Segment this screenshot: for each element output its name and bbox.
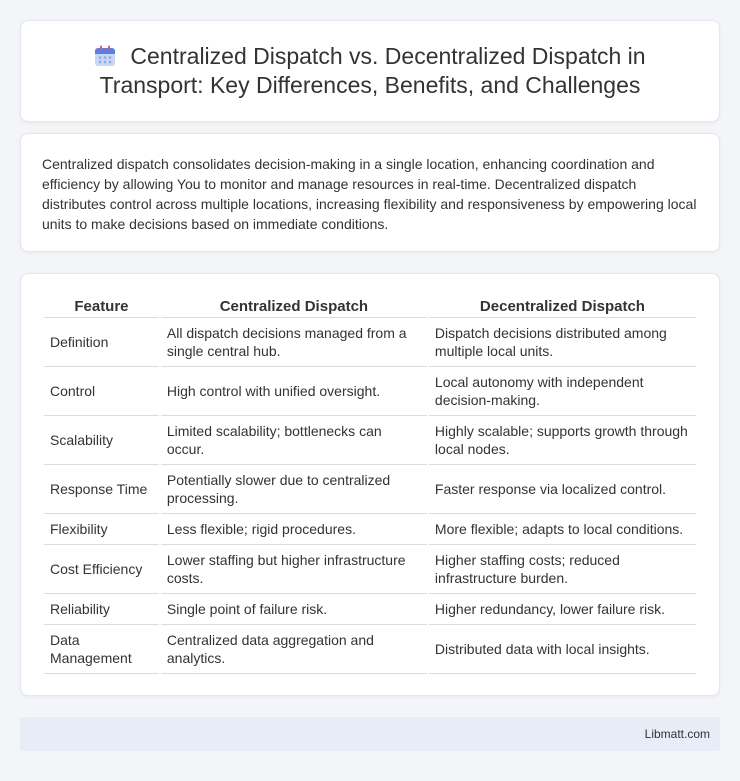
footer-brand-link[interactable]: Libmatt.com xyxy=(644,727,710,741)
header-centralized: Centralized Dispatch xyxy=(161,294,427,318)
centralized-cell: Less flexible; rigid procedures. xyxy=(161,514,427,545)
feature-cell: Reliability xyxy=(44,594,159,625)
footer xyxy=(20,717,720,751)
decentralized-cell: Highly scalable; supports growth through local nodes. xyxy=(429,416,696,465)
centralized-cell: Limited scalability; bottlenecks can occur. xyxy=(161,416,427,465)
comparison-table-card xyxy=(20,273,720,696)
centralized-cell: High control with unified oversight. xyxy=(161,367,427,416)
feature-cell: Control xyxy=(44,367,159,416)
intro-paragraph: Centralized dispatch consolidates decision-making in a single location, enhancing coordination and efficiency by allowing You to monitor and manage resources in real-time. Decentralized dispatch distributes control across multiple locations, increasing flexibility and responsiveness by empowering local units to make decisions based on immediate conditions. xyxy=(42,156,697,232)
centralized-cell: All dispatch decisions managed from a single central hub. xyxy=(161,318,427,367)
feature-cell: Scalability xyxy=(44,416,159,465)
decentralized-cell: Local autonomy with independent decision-making. xyxy=(429,367,696,416)
table-row xyxy=(44,465,696,514)
header-decentralized: Decentralized Dispatch xyxy=(429,294,696,318)
feature-cell: Cost Efficiency xyxy=(44,545,159,594)
table-row xyxy=(44,545,696,594)
decentralized-cell: Faster response via localized control. xyxy=(429,465,696,514)
table-row xyxy=(44,318,696,367)
decentralized-cell: Higher staffing costs; reduced infrastructure burden. xyxy=(429,545,696,594)
intro-card xyxy=(20,133,720,252)
title-card xyxy=(20,20,720,122)
feature-cell: Definition xyxy=(44,318,159,367)
feature-cell: Data Management xyxy=(44,625,159,674)
centralized-cell: Centralized data aggregation and analytics. xyxy=(161,625,427,674)
decentralized-cell: Dispatch decisions distributed among multiple local units. xyxy=(429,318,696,367)
table-header-row xyxy=(44,294,696,318)
table-row xyxy=(44,514,696,545)
centralized-cell: Potentially slower due to centralized processing. xyxy=(161,465,427,514)
title-wrap xyxy=(51,42,689,100)
decentralized-cell: Distributed data with local insights. xyxy=(429,625,696,674)
table-row xyxy=(44,594,696,625)
centralized-cell: Single point of failure risk. xyxy=(161,594,427,625)
table-row xyxy=(44,367,696,416)
table-row xyxy=(44,625,696,674)
feature-cell: Flexibility xyxy=(44,514,159,545)
decentralized-cell: Higher redundancy, lower failure risk. xyxy=(429,594,696,625)
centralized-cell: Lower staffing but higher infrastructure costs. xyxy=(161,545,427,594)
calendar-icon xyxy=(94,45,116,67)
feature-cell: Response Time xyxy=(44,465,159,514)
decentralized-cell: More flexible; adapts to local conditions. xyxy=(429,514,696,545)
comparison-table xyxy=(42,294,698,674)
page-title xyxy=(51,42,689,100)
header-feature: Feature xyxy=(44,294,159,318)
table-row xyxy=(44,416,696,465)
page-title-text: Centralized Dispatch vs. Decentralized Dispatch in Transport: Key Differences, Benefits, and Challenges xyxy=(99,43,646,98)
